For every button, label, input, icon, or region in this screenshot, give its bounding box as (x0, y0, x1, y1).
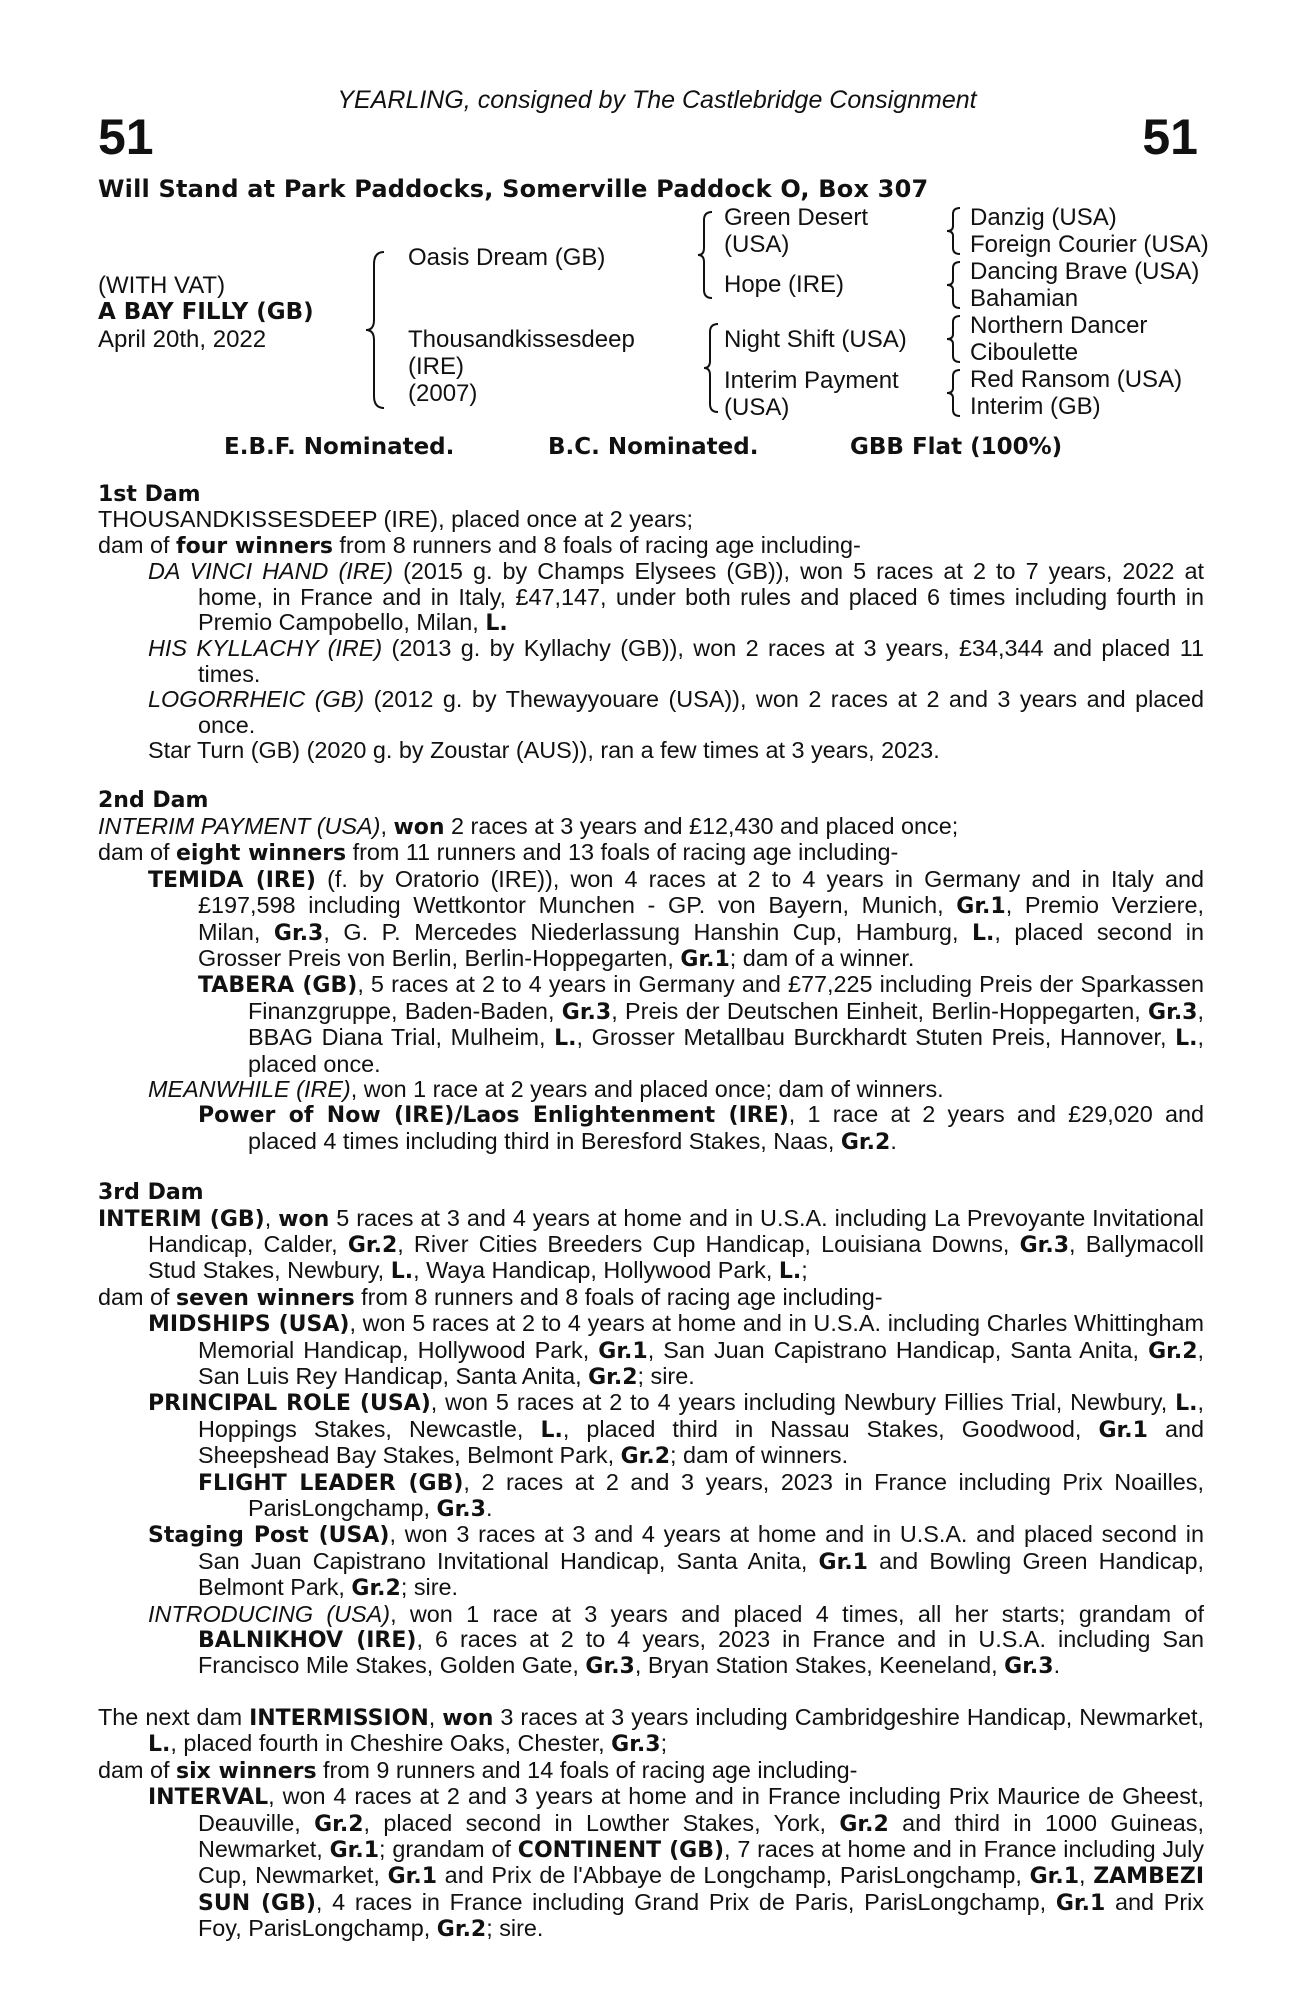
third-dam-produce-principal-role: PRINCIPAL ROLE (USA), won 5 races at 2 to 4 years including Newbury Fillies Trial, Newbury, L., Hoppings Stakes, Newcastle, L., placed third in Nassau Stakes, Goodwood, Gr.1 and Sheepshead Bay Stakes, Belmont Park, Gr.2; dam of winners. (148, 1389, 1204, 1470)
gen3-7: Red Ransom (USA) (970, 366, 1183, 393)
gen3-1: Danzig (USA) (970, 204, 1117, 231)
consignor-line: YEARLING, consigned by The Castlebridge Consignment (337, 86, 977, 114)
next-dam-produce-interval: INTERVAL, won 4 races at 2 and 3 years at home and in France including Prix Maurice de Gheest, Deauville, Gr.2, placed second in Lowther Stakes, York, Gr.2 and third in 1000 Guineas, Newmarket, Gr.1; grandam of CONTINENT (GB), 7 races at home and in France including July Cup, Newmarket, Gr.1 and Prix de l'Abbaye de Longchamp, ParisLongchamp, Gr.1, ZAMBEZI SUN (GB), 4 races in France including Grand Prix de Paris, ParisLongchamp, Gr.1 and Prix Foy, ParisLongchamp, Gr.2; sire. (148, 1783, 1205, 1943)
pedigree-brace-g1 (944, 206, 964, 256)
next-dam-summary: dam of six winners from 9 runners and 14 foals of racing age including- (98, 1756, 858, 1784)
gen3-2: Foreign Courier (USA) (970, 231, 1209, 258)
gen3-6: Ciboulette (970, 339, 1079, 366)
pedigree-brace-dam (700, 322, 724, 414)
sire-dam: Hope (IRE) (724, 271, 845, 298)
second-dam-produce-tabera: TABERA (GB), 5 races at 2 to 4 years in Germany and £77,225 including Preis der Sparkassen Finanzgruppe, Baden-Baden, Gr.3, Preis der Deutschen Einheit, Berlin-Hoppegarten, Gr.3, BBAG Diana Trial, Mulheim, L., Grosser Metallbau Burckhardt Stuten Preis, Hannover, L., placed once. (198, 971, 1204, 1077)
first-dam-produce-3: LOGORRHEIC (GB) (2012 g. by Thewayyouare (USA)), won 2 races at 2 and 3 years and placed once. (148, 686, 1204, 738)
third-dam-produce-midships: MIDSHIPS (USA), won 5 races at 2 to 4 years at home and in U.S.A. including Charles Whittingham Memorial Handicap, Hollywood Park, Gr.1, San Juan Capistrano Handicap, Santa Anita, Gr.2, San Luis Rey Handicap, Santa Anita, Gr.2; sire. (148, 1310, 1204, 1390)
foaling-date: April 20th, 2022 (98, 326, 267, 353)
dam-line-3: (2007) (408, 380, 478, 407)
first-dam-title: 1st Dam (98, 482, 201, 507)
horse-name: A BAY FILLY (GB) (98, 299, 314, 325)
third-dam-title: 3rd Dam (98, 1180, 204, 1206)
gen3-4: Bahamian (970, 285, 1079, 312)
dam-dam-2: (USA) (724, 394, 790, 421)
sire-sire-1: Green Desert (724, 204, 869, 231)
third-dam-summary: dam of seven winners from 8 runners and 8 foals of racing age including- (98, 1283, 883, 1311)
vat-note: (WITH VAT) (98, 272, 226, 299)
stand-location: Will Stand at Park Paddocks, Somerville Paddock O, Box 307 (98, 175, 929, 203)
lot-number-right: 51 (1142, 109, 1198, 165)
second-dam-intro: INTERIM PAYMENT (USA), won 2 races at 3 years and £12,430 and placed once; (98, 812, 959, 840)
second-dam-summary: dam of eight winners from 11 runners and 13 foals of racing age including- (98, 839, 899, 867)
gen3-3: Dancing Brave (USA) (970, 258, 1200, 285)
pedigree-brace-sire (694, 210, 718, 300)
lot-number-left: 51 (98, 109, 154, 165)
third-dam-intro: INTERIM (GB), won 5 races at 3 and 4 years at home and in U.S.A. including La Prevoyante Invitational Handicap, Calder, Gr.2, River Cities Breeders Cup Handicap, Louisiana Downs, Gr.3, Ballymacoll Stud Stakes, Newbury, L., Waya Handicap, Hollywood Park, L.; (98, 1204, 1205, 1285)
second-dam-title: 2nd Dam (98, 788, 209, 814)
dam-sire: Night Shift (USA) (724, 326, 907, 353)
second-dam-produce-temida: TEMIDA (IRE) (f. by Oratorio (IRE)), won 4 races at 2 to 4 years in Germany and in Italy and £197,598 including Wettkontor Munchen - GP. von Bayern, Munich, Gr.1, Premio Verziere, Milan, Gr.3, G. P. Mercedes Niederlassung Hanshin Cup, Hamburg, L., placed second in Grosser Preis von Berlin, Berlin-Hoppegarten, Gr.1; dam of a winner. (148, 865, 1205, 972)
first-dam-produce-2: HIS KYLLACHY (IRE) (2013 g. by Kyllachy (GB)), won 2 races at 3 years, £34,344 and placed 11 times. (148, 635, 1204, 687)
pedigree-brace-main (362, 250, 392, 410)
first-dam-summary: dam of four winners from 8 runners and 8 foals of racing age including- (98, 531, 861, 559)
second-dam-produce-power: Power of Now (IRE)/Laos Enlightenment (IRE), 1 race at 2 years and £29,020 and placed 4 times including third in Beresford Stakes, Naas, Gr.2. (198, 1101, 1204, 1155)
third-dam-produce-introducing: INTRODUCING (USA), won 1 race at 3 years and placed 4 times, all her starts; grandam of BALNIKHOV (IRE), 6 races at 2 to 4 years, 2023 in France and in U.S.A. including San Francisco Mile Stakes, Golden Gate, Gr.3, Bryan Station Stakes, Keeneland, Gr.3. (148, 1600, 1204, 1680)
produce-record (98, 482, 1204, 1943)
first-dam-intro: THOUSANDKISSESDEEP (IRE), placed once at 2 years; (98, 506, 693, 533)
pedigree-brace-g3 (944, 314, 964, 364)
sire-sire-2: (USA) (724, 231, 790, 258)
dam-line-2: (IRE) (408, 353, 464, 380)
nomination-bc: B.C. Nominated. (548, 434, 759, 460)
next-dam-intro: The next dam INTERMISSION, won 3 races at 3 years including Cambridgeshire Handicap, Newmarket, L., placed fourth in Cheshire Oaks, Chester, Gr.3; (98, 1703, 1205, 1758)
first-dam-produce-4: Star Turn (GB) (2020 g. by Zoustar (AUS)), ran a few times at 3 years, 2023. (148, 737, 940, 764)
third-dam-produce-flight-leader: FLIGHT LEADER (GB), 2 races at 2 and 3 years, 2023 in France including Prix Noailles, ParisLongchamp, Gr.3. (198, 1468, 1204, 1523)
first-dam-produce-1: DA VINCI HAND (IRE) (2015 g. by Champs Elysees (GB)), won 5 races at 2 to 7 years, 2022 at home, in France and in Italy, £47,147, under both rules and placed 6 times including fourth in Premio Campobello, Milan, L. (148, 558, 1205, 637)
third-dam-produce-staging-post: Staging Post (USA), won 3 races at 3 and 4 years at home and in U.S.A. and placed second in San Juan Capistrano Invitational Handicap, Santa Anita, Gr.1 and Bowling Green Handicap, Belmont Park, Gr.2; sire. (148, 1521, 1205, 1602)
second-dam-produce-meanwhile: MEANWHILE (IRE), won 1 race at 2 years and placed once; dam of winners. (148, 1075, 944, 1102)
gen3-5: Northern Dancer (970, 312, 1148, 339)
pedigree-brace-g2 (944, 260, 964, 310)
sire: Oasis Dream (GB) (408, 244, 606, 271)
dam-dam-1: Interim Payment (724, 367, 899, 394)
dam-line-1: Thousandkissesdeep (408, 326, 635, 353)
pedigree-brace-g4 (944, 368, 964, 418)
nomination-gbb: GBB Flat (100%) (850, 434, 1063, 460)
gen3-8: Interim (GB) (970, 393, 1101, 420)
nomination-ebf: E.B.F. Nominated. (224, 434, 455, 460)
